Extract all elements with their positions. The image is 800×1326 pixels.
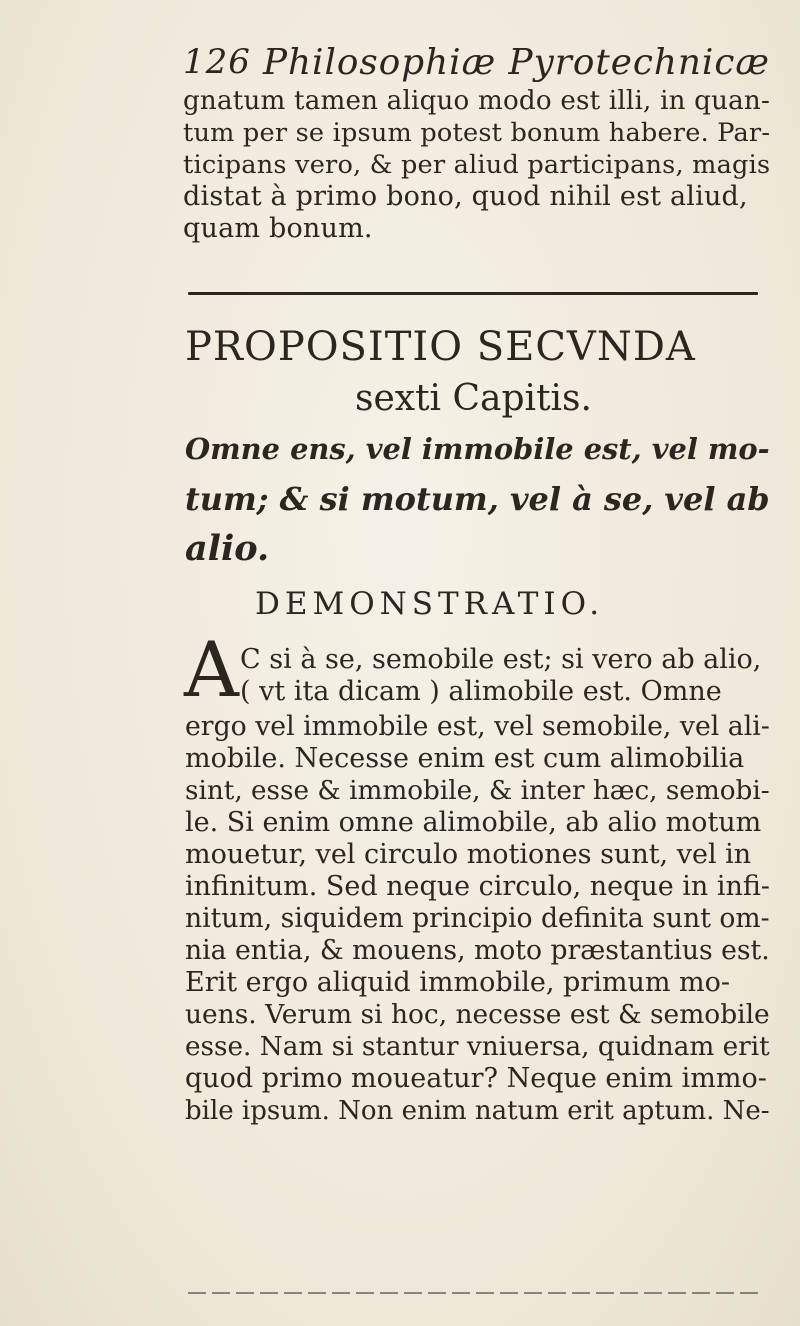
page-header [183, 42, 770, 92]
proposition-statement-line: Omne ens, vel immobile est, vel mo- [185, 432, 770, 466]
body-line: uens. Verum si hoc, necesse est & semobile [185, 999, 770, 1030]
body-line: sint, esse & immobile, & inter hæc, semobi- [185, 776, 770, 806]
body-line: esse. Nam si stantur vniuersa, quidnam erit [185, 1032, 770, 1062]
proposition-statement-line: alio. [185, 528, 270, 569]
body-line: nia entia, & mouens, moto præstantius est. [185, 935, 770, 966]
body-line: Erit ergo aliquid immobile, primum mo- [185, 967, 731, 998]
body-line: mobile. Necesse enim est cum alimobilia [185, 743, 745, 774]
text-line: tum per se ipsum potest bonum habere. Par- [183, 118, 771, 148]
text-line: ticipans vero, & per aliud participans, magis [183, 150, 771, 180]
demonstratio-title: DEMONSTRATIO. [255, 586, 605, 622]
drop-cap: A [184, 625, 239, 714]
body-line: nitum, siquidem principio definita sunt om- [185, 903, 770, 934]
proposition-statement-line: tum; & si motum, vel à se, vel ab [185, 480, 770, 518]
body-line: ( vt ita dicam ) alimobile est. Omne [240, 676, 722, 707]
proposition-subheading: sexti Capitis. [355, 378, 592, 419]
bottom-rule [188, 1292, 758, 1294]
proposition-heading: PROPOSITIO SECVNDA [185, 324, 696, 370]
text-line: quam bonum. [183, 213, 373, 244]
text-line: distat à primo bono, quod nihil est aliud, [183, 181, 748, 212]
body-line: le. Si enim omne alimobile, ab alio motum [185, 807, 762, 838]
body-line: infinitum. Sed neque circulo, neque in infi- [185, 871, 770, 902]
text-line: gnatum tamen aliquo modo est illi, in quan- [183, 86, 770, 116]
body-line: C si à se, semobile est; si vero ab alio, [240, 644, 762, 675]
section-rule [188, 292, 758, 295]
page-number: 126 [183, 42, 251, 82]
body-line: bile ipsum. Non enim natum erit aptum. Ne- [185, 1096, 770, 1126]
body-line: mouetur, vel circulo motiones sunt, vel in [185, 839, 752, 870]
body-line: ergo vel immobile est, vel semobile, vel ali- [185, 711, 770, 742]
running-title: Philosophiæ Pyrotechnicæ [263, 42, 770, 83]
body-line: quod primo moueatur? Neque enim immo- [185, 1063, 767, 1094]
